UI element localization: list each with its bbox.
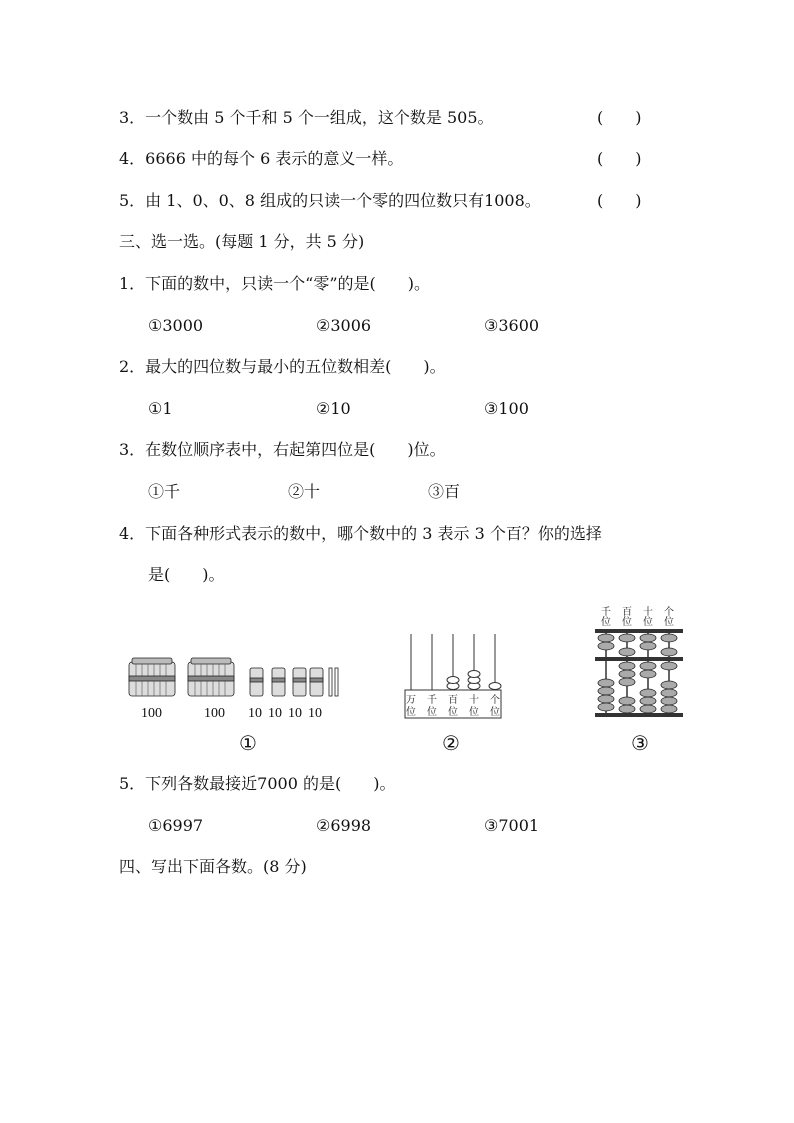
answer-paren-3[interactable]: ( ) [597,108,642,127]
svg-text:位: 位 [490,707,500,718]
option-1-a[interactable]: ①3000 [148,316,204,335]
svg-text:位: 位 [643,617,653,628]
option-3-c[interactable]: ③百 [428,482,461,501]
bundle-label-10-a: 10 [248,706,262,721]
judge-item-3: 3．一个数由 5 个千和 5 个一组成，这个数是 505。 [119,108,494,127]
choice-question-4: 4．下面各种形式表示的数中，哪个数中的 3 表示 3 个百？你的选择 [119,524,602,543]
figure-label-3[interactable]: ③ [631,731,649,755]
answer-paren-4[interactable]: ( ) [597,149,642,168]
figure-label-2[interactable]: ② [442,731,460,755]
svg-text:千: 千 [601,607,611,618]
svg-text:个: 个 [490,695,500,706]
option-5-b[interactable]: ②6998 [316,816,372,835]
choice-question-3: 3．在数位顺序表中，右起第四位是( )位。 [119,440,446,459]
svg-text:百: 百 [622,607,632,618]
answer-paren-5[interactable]: ( ) [597,191,642,210]
option-2-c[interactable]: ③100 [484,399,529,418]
option-5-a[interactable]: ①6997 [148,816,204,835]
figure-label-1[interactable]: ① [239,731,257,755]
bundle-label-10-d: 10 [308,706,322,721]
svg-text:十: 十 [643,607,653,618]
choice-question-4-cont: 是( )。 [148,565,225,584]
option-3-b[interactable]: ②十 [288,482,321,501]
svg-text:十: 十 [469,695,479,706]
svg-text:位: 位 [601,617,611,628]
section-title-4: 四、写出下面各数。(8 分) [119,857,307,876]
choice-question-1: 1．下面的数中，只读一个“零”的是( )。 [119,274,431,293]
svg-text:位: 位 [427,707,437,718]
bundle-label-100-b: 100 [204,706,225,721]
figure-counter [404,632,504,720]
figure-abacus [592,605,688,720]
option-2-a[interactable]: ①1 [148,399,173,418]
option-2-b[interactable]: ②10 [316,399,351,418]
svg-text:千: 千 [427,695,437,706]
svg-text:个: 个 [664,607,674,618]
svg-text:位: 位 [406,707,416,718]
option-3-a[interactable]: ①千 [148,482,181,501]
choice-question-5: 5．下列各数最接近7000 的是( )。 [119,774,396,793]
svg-text:百: 百 [448,695,458,706]
svg-text:位: 位 [469,707,479,718]
judge-item-4: 4．6666 中的每个 6 表示的意义一样。 [119,149,404,168]
choice-question-2: 2．最大的四位数与最小的五位数相差( )。 [119,357,446,376]
bundle-label-10-b: 10 [268,706,282,721]
judge-item-5: 5．由 1、0、0、8 组成的只读一个零的四位数只有1008。 [119,191,541,210]
svg-text:位: 位 [664,617,674,628]
option-1-c[interactable]: ③3600 [484,316,540,335]
option-1-b[interactable]: ②3006 [316,316,372,335]
bundle-label-10-c: 10 [288,706,302,721]
svg-text:位: 位 [622,617,632,628]
bundle-label-100-a: 100 [141,706,162,721]
section-title-3: 三、选一选。(每题 1 分，共 5 分) [119,232,365,251]
svg-text:位: 位 [448,707,458,718]
svg-text:万: 万 [406,695,416,706]
option-5-c[interactable]: ③7001 [484,816,540,835]
